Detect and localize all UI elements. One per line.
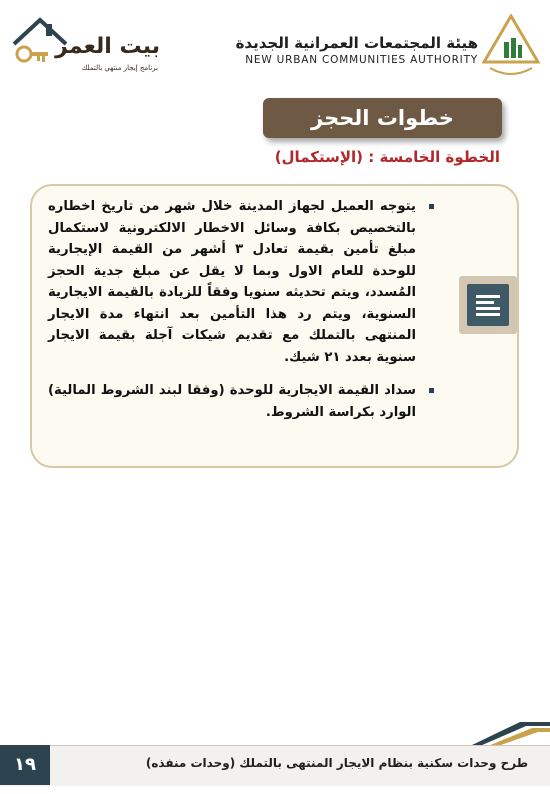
- list-item: [48, 380, 434, 423]
- page-title: خطوات الحجز: [311, 106, 454, 130]
- document-lines-icon: [459, 276, 517, 334]
- footer-decoration: [0, 718, 550, 748]
- steps-list: [48, 196, 434, 435]
- page-number: ١٩: [0, 745, 50, 785]
- authority-name-en: NEW URBAN COMMUNITIES AUTHORITY: [245, 54, 478, 66]
- authority-name: [236, 34, 478, 66]
- page-title-bar: [263, 98, 502, 138]
- bullet-icon: [429, 388, 434, 393]
- footer-title: طرح وحدات سكنية بنظام الايجار المنتهى بالتملك (وحدات منفذه): [145, 756, 528, 770]
- list-item-text: سداد القيمة الايجارية للوحدة (وفقا لبند الشروط المالية) الوارد بكراسة الشروط.: [48, 383, 416, 420]
- list-item: [48, 196, 434, 368]
- beit-el-omr-logo: [10, 14, 160, 76]
- authority-name-ar: هيئة المجتمعات العمرانية الجديدة: [235, 34, 478, 52]
- list-item-text: يتوجه العميل لجهاز المدينة خلال شهر من تاريخ اخطاره بالتخصيص بكافة وسائل الاخطار الالكترونية لاستكمال مبلغ تأمين بقيمة تعادل ٣ أشهر من القيمة الإيجارية للوحدة للعام الاول وبما لا يقل عن مبلغ جدية الحجز المُسدد، ويتم تحديثه سنويا وفقاً للزيادة بالقيمة الايجارية السنوية، ويتم رد هذا التأمين بعد انتهاء مدة الايجار المنتهى بالتملك مع تقديم شيكات آجلة بقيمة الايجار سنوية بعدد ٢١ شيك.: [48, 199, 416, 365]
- bullet-icon: [429, 204, 434, 209]
- brand-tagline: برنامج إيجار منتهي بالتملك: [81, 64, 158, 72]
- authority-emblem-icon: [482, 14, 540, 80]
- step-heading: الخطوة الخامسة : (الإستكمال): [274, 148, 500, 166]
- brand-name: بيت العمر: [55, 34, 160, 59]
